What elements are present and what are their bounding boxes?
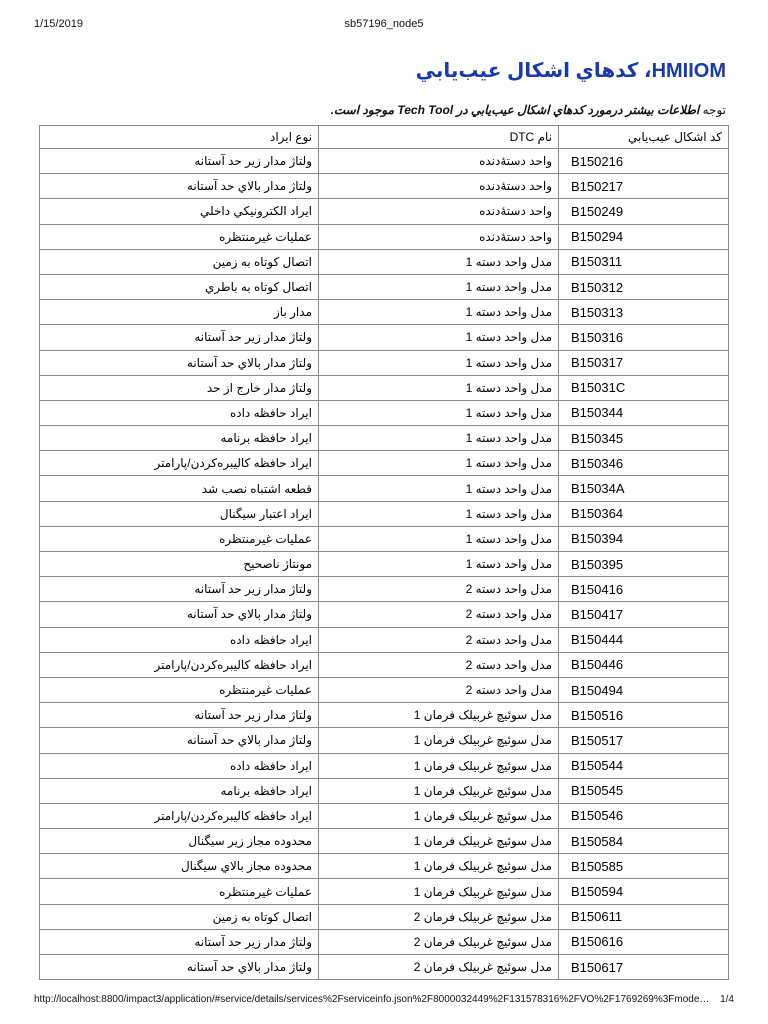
table-row xyxy=(40,577,729,602)
fault-code-cell: B150344 xyxy=(559,400,729,425)
fault-type-cell: ايراد حافظه کاليبره‌کردن/پارامتر xyxy=(40,652,319,677)
dtc-name-cell: مدل واحد دسته 2 xyxy=(319,602,559,627)
dtc-name-cell: مدل سوئيچ غربيلک فرمان 1 xyxy=(319,728,559,753)
table-row xyxy=(40,300,729,325)
fault-code-cell: B150364 xyxy=(559,501,729,526)
dtc-name-cell: مدل سوئيچ غربيلک فرمان 1 xyxy=(319,854,559,879)
column-header-type: نوع ايراد xyxy=(40,126,319,149)
dtc-name-cell: مدل واحد دسته 1 xyxy=(319,476,559,501)
document-id: sb57196_node5 xyxy=(344,18,424,30)
fault-type-cell: ولتاژ مدار زير حد آستانه xyxy=(40,929,319,954)
dtc-name-cell: واحد دستهٔ‌دنده xyxy=(319,224,559,249)
table-row xyxy=(40,426,729,451)
dtc-name-cell: مدل واحد دسته 1 xyxy=(319,552,559,577)
table-row xyxy=(40,400,729,425)
column-header-code: كد اشكال عيب‌يابي xyxy=(559,126,729,149)
column-header-dtc: نام DTC xyxy=(319,126,559,149)
fault-type-cell: محدوده مجاز زير سيگنال xyxy=(40,829,319,854)
fault-code-cell: B15034A xyxy=(559,476,729,501)
table-row xyxy=(40,375,729,400)
fault-code-cell: B150216 xyxy=(559,149,729,174)
note-suffix: موجود است. xyxy=(330,103,394,117)
dtc-name-cell: مدل واحد دسته 1 xyxy=(319,325,559,350)
dtc-name-cell: مدل سوئيچ غربيلک فرمان 1 xyxy=(319,829,559,854)
dtc-name-cell: مدل واحد دسته 1 xyxy=(319,300,559,325)
dtc-name-cell: مدل سوئيچ غربيلک فرمان 1 xyxy=(319,803,559,828)
page-number: 1/4 xyxy=(720,994,734,1005)
table-row xyxy=(40,778,729,803)
fault-code-cell: B150312 xyxy=(559,274,729,299)
dtc-name-cell: مدل واحد دسته 2 xyxy=(319,652,559,677)
fault-code-cell: B150394 xyxy=(559,526,729,551)
fault-type-cell: محدوده مجاز بالاي سيگنال xyxy=(40,854,319,879)
table-row xyxy=(40,476,729,501)
print-date: 1/15/2019 xyxy=(34,18,83,30)
dtc-name-cell: مدل سوئيچ غربيلک فرمان 2 xyxy=(319,955,559,980)
dtc-name-cell: مدل واحد دسته 1 xyxy=(319,501,559,526)
dtc-name-cell: واحد دستهٔ‌دنده xyxy=(319,149,559,174)
note-text xyxy=(36,103,726,117)
dtc-name-cell: مدل سوئيچ غربيلک فرمان 2 xyxy=(319,904,559,929)
fault-type-cell: اتصال کوتاه به زمين xyxy=(40,904,319,929)
fault-type-cell: ايراد حافظه کاليبره‌کردن/پارامتر xyxy=(40,451,319,476)
table-row xyxy=(40,829,729,854)
fault-type-cell: ايراد حافظه کاليبره‌کردن/پارامتر xyxy=(40,803,319,828)
fault-code-cell: B150546 xyxy=(559,803,729,828)
table-row xyxy=(40,274,729,299)
fault-code-cell: B150313 xyxy=(559,300,729,325)
fault-type-cell: ولتاژ مدار بالاي حد آستانه xyxy=(40,350,319,375)
table-header-row xyxy=(40,126,729,149)
fault-code-cell: B150345 xyxy=(559,426,729,451)
fault-code-cell: B150444 xyxy=(559,627,729,652)
note-prefix: توجه xyxy=(702,103,726,117)
table-row xyxy=(40,627,729,652)
fault-code-cell: B150544 xyxy=(559,753,729,778)
table-row xyxy=(40,879,729,904)
dtc-name-cell: مدل واحد دسته 1 xyxy=(319,274,559,299)
table-row xyxy=(40,526,729,551)
table-row xyxy=(40,501,729,526)
fault-type-cell: قطعه اشتباه نصب شد xyxy=(40,476,319,501)
footer-url: http://localhost:8800/impact3/application/#service/details/services%2Fserviceinfo.json%2F8000032449%2F131578316%2FVO%2F1769269%3Fmode… xyxy=(34,994,710,1005)
fault-code-cell: B150416 xyxy=(559,577,729,602)
fault-code-cell: B150584 xyxy=(559,829,729,854)
table-row xyxy=(40,677,729,702)
fault-type-cell: عمليات غيرمنتظره xyxy=(40,879,319,904)
table-row xyxy=(40,174,729,199)
dtc-name-cell: مدل واحد دسته 1 xyxy=(319,526,559,551)
fault-type-cell: ايراد حافظه برنامه xyxy=(40,778,319,803)
fault-type-cell: ولتاژ مدار بالاي حد آستانه xyxy=(40,174,319,199)
page-title: HMIIOM، کدهاي اشکال عيب‌يابي xyxy=(415,60,726,82)
fault-type-cell: ولتاژ مدار بالاي حد آستانه xyxy=(40,955,319,980)
fault-code-cell: B150311 xyxy=(559,249,729,274)
fault-code-cell: B150249 xyxy=(559,199,729,224)
fault-type-cell: ولتاژ مدار خارج از حد xyxy=(40,375,319,400)
table-row xyxy=(40,224,729,249)
fault-type-cell: ولتاژ مدار بالاي حد آستانه xyxy=(40,602,319,627)
table-row xyxy=(40,149,729,174)
fault-type-cell: ولتاژ مدار زير حد آستانه xyxy=(40,325,319,350)
dtc-name-cell: مدل واحد دسته 1 xyxy=(319,426,559,451)
table-row xyxy=(40,929,729,954)
fault-type-cell: ايراد حافظه داده xyxy=(40,400,319,425)
dtc-name-cell: مدل واحد دسته 1 xyxy=(319,400,559,425)
fault-type-cell: ولتاژ مدار زير حد آستانه xyxy=(40,577,319,602)
fault-type-cell: عمليات غيرمنتظره xyxy=(40,526,319,551)
fault-code-cell: B150611 xyxy=(559,904,729,929)
fault-code-cell: B150617 xyxy=(559,955,729,980)
table-row xyxy=(40,854,729,879)
table-row xyxy=(40,728,729,753)
table-row xyxy=(40,350,729,375)
table-row xyxy=(40,904,729,929)
fault-type-cell: اتصال کوتاه به باطري xyxy=(40,274,319,299)
dtc-name-cell: مدل سوئيچ غربيلک فرمان 1 xyxy=(319,753,559,778)
table-row xyxy=(40,803,729,828)
fault-code-cell: B150217 xyxy=(559,174,729,199)
table-row xyxy=(40,325,729,350)
fault-code-cell: B150494 xyxy=(559,677,729,702)
fault-type-cell: ايراد اعتبار سيگنال xyxy=(40,501,319,526)
dtc-name-cell: واحد دستهٔ‌دنده xyxy=(319,174,559,199)
fault-code-cell: B150417 xyxy=(559,602,729,627)
dtc-name-cell: مدل سوئيچ غربيلک فرمان 1 xyxy=(319,778,559,803)
fault-type-cell: اتصال کوتاه به زمين xyxy=(40,249,319,274)
fault-code-cell: B150616 xyxy=(559,929,729,954)
table-row xyxy=(40,552,729,577)
dtc-name-cell: مدل واحد دسته 2 xyxy=(319,577,559,602)
dtc-name-cell: مدل واحد دسته 1 xyxy=(319,375,559,400)
fault-type-cell: ايراد حافظه برنامه xyxy=(40,426,319,451)
fault-code-cell: B150395 xyxy=(559,552,729,577)
dtc-name-cell: مدل واحد دسته 2 xyxy=(319,627,559,652)
dtc-name-cell: مدل واحد دسته 1 xyxy=(319,249,559,274)
dtc-name-cell: مدل واحد دسته 2 xyxy=(319,677,559,702)
fault-type-cell: عمليات غيرمنتظره xyxy=(40,677,319,702)
fault-type-cell: ايراد حافظه داده xyxy=(40,627,319,652)
fault-type-cell: مدار باز xyxy=(40,300,319,325)
fault-code-table xyxy=(39,125,729,980)
note-emphasis: اطلاعات بیشتر درمورد کدهاي اشكال عيب‌يابي در Tech Tool xyxy=(397,103,700,117)
dtc-name-cell: مدل سوئيچ غربيلک فرمان 1 xyxy=(319,703,559,728)
fault-code-cell: B150316 xyxy=(559,325,729,350)
fault-code-cell: B150517 xyxy=(559,728,729,753)
dtc-name-cell: مدل واحد دسته 1 xyxy=(319,350,559,375)
fault-code-cell: B150516 xyxy=(559,703,729,728)
table-row xyxy=(40,249,729,274)
fault-code-cell: B150317 xyxy=(559,350,729,375)
table-row xyxy=(40,199,729,224)
table-row xyxy=(40,703,729,728)
fault-code-cell: B150346 xyxy=(559,451,729,476)
table-row xyxy=(40,955,729,980)
fault-code-cell: B150294 xyxy=(559,224,729,249)
fault-type-cell: عمليات غيرمنتظره xyxy=(40,224,319,249)
fault-code-cell: B150594 xyxy=(559,879,729,904)
table-row xyxy=(40,451,729,476)
fault-type-cell: ايراد الکترونيکي داخلي xyxy=(40,199,319,224)
fault-code-table-wrapper xyxy=(39,125,728,980)
page-footer xyxy=(34,994,734,1005)
fault-code-cell: B15031C xyxy=(559,375,729,400)
table-row xyxy=(40,602,729,627)
fault-type-cell: ولتاژ مدار زير حد آستانه xyxy=(40,149,319,174)
fault-code-cell: B150545 xyxy=(559,778,729,803)
table-row xyxy=(40,753,729,778)
fault-type-cell: مونتاژ ناصحيح xyxy=(40,552,319,577)
dtc-name-cell: مدل سوئيچ غربيلک فرمان 2 xyxy=(319,929,559,954)
fault-type-cell: ولتاژ مدار بالاي حد آستانه xyxy=(40,728,319,753)
dtc-name-cell: مدل واحد دسته 1 xyxy=(319,451,559,476)
table-row xyxy=(40,652,729,677)
fault-type-cell: ايراد حافظه داده xyxy=(40,753,319,778)
dtc-name-cell: واحد دستهٔ‌دنده xyxy=(319,199,559,224)
fault-code-cell: B150446 xyxy=(559,652,729,677)
fault-code-cell: B150585 xyxy=(559,854,729,879)
table-body xyxy=(40,149,729,980)
fault-type-cell: ولتاژ مدار زير حد آستانه xyxy=(40,703,319,728)
dtc-name-cell: مدل سوئيچ غربيلک فرمان 1 xyxy=(319,879,559,904)
